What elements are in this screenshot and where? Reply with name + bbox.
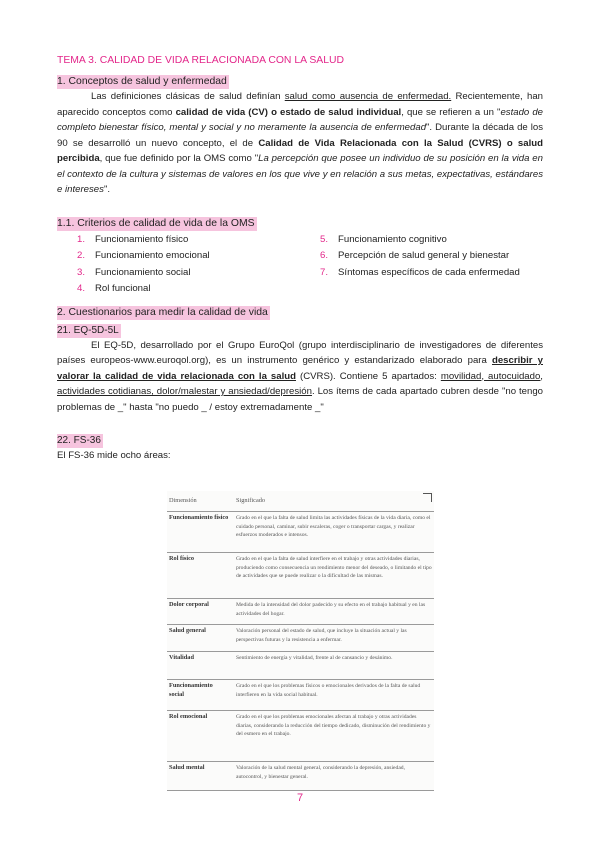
list-item: 4. Rol funcional — [77, 283, 151, 294]
table-row: Vitalidad Sentimiento de energía y vitalidad, frente al de cansancio y desánimo. — [167, 651, 434, 680]
list-item: 1. Funcionamiento físico — [77, 233, 189, 245]
list-item: 7. Síntomas específicos de cada enfermedad — [320, 266, 520, 278]
paragraph-fs36: El FS-36 mide ocho áreas: — [57, 450, 171, 461]
table-row: Rol emocional Grado en el que los problemas emocionales afectan al trabajo y otras actividades diarias, considerando la reducción del tiempo dedicado, disminución del rendimiento y del esmero en el trabajo. — [167, 710, 434, 762]
section-heading-1-1: 1.1. Criterios de calidad de vida de la OMS — [57, 217, 255, 229]
paragraph-eq5d: El EQ-5D, desarrollado por el Grupo EuroQol (grupo interdisciplinario de investigadores de diferentes países europeos-www.euroqol.org), es un instrumento genérico y estandarizado elaborado para describir y valorar la calidad de vida relacionada con la salud (CVRS). Contiene 5 apartados: movilidad, autocuidado, actividades cotidianas, dolor/malestar y ansiedad/depresión. Los ítems de cada apartado cubren desde "no tengo problemas de _" hasta "no puedo _ / estoy extremadamente _" — [57, 339, 543, 413]
fs36-table — [167, 491, 434, 791]
table-header-dimension: Dimensión — [169, 497, 197, 504]
section-heading-1: 1. Conceptos de salud y enfermedad — [57, 76, 227, 87]
list-item: 2. Funcionamiento emocional — [77, 250, 210, 261]
table-row: Salud mental Valoración de la salud mental general, considerando la depresión, ansiedad, autocontrol, y bienestar general. — [167, 761, 434, 791]
page-title: TEMA 3. CALIDAD DE VIDA RELACIONADA CON LA SALUD — [57, 55, 344, 66]
subsection-heading-fs36: 22. FS-36 — [57, 435, 101, 446]
paragraph-health-concepts: Las definiciones clásicas de salud definían salud como ausencia de enfermedad. Recientemente, han aparecido conceptos como calidad de vida (CV) o estado de salud individual, que se refieren a un "estado de completo bienestar físico, mental y social y no meramente la ausencia de enfermedad". Durante la década de los 90 se desarrolló un nuevo concepto, el de Calidad de Vida Relacionada con la Salud (CVRS) o salud percibida, que fue definido por la OMS como "La percepción que posee un individuo de su posición en la vida en el contexto de la cultura y sistemas de valores en los que vive y en relación a sus metas, expectativas, estándares e intereses". — [57, 91, 543, 195]
table-row: Funcionamiento físico Grado en el que la falta de salud limita las actividades físicas de la vida diaria, como el cuidado personal, caminar, subir escaleras, coger o transportar cargas, y realizar esfuerzos moderados e intensos. — [167, 511, 434, 553]
list-item: 6. Percepción de salud general y bienestar — [320, 250, 510, 261]
table-row: Funcionamiento social Grado en el que los problemas físicos o emocionales derivados de la falta de salud interfieren en la vida social habitual. — [167, 679, 434, 711]
list-item: 5. Funcionamiento cognitivo — [320, 233, 447, 245]
criteria-right-column — [300, 232, 543, 298]
criteria-left-column — [57, 232, 300, 298]
table-header-meaning: Significado — [236, 497, 266, 504]
page-content — [57, 54, 543, 464]
list-item: 3. Funcionamiento social — [77, 266, 191, 278]
table-header-row — [167, 491, 434, 512]
table-row: Salud general Valoración personal del estado de salud, que incluye la situación actual y las perspectivas futuras y la resistencia a enfermar. — [167, 624, 434, 652]
page-number: 7 — [296, 792, 304, 804]
subsection-heading-eq5d: 21. EQ-5D-5L — [57, 324, 119, 336]
criteria-list — [57, 232, 543, 298]
table-row: Rol físico Grado en el que la falta de salud interfiere en el trabajo y otras actividades diarias, produciendo como consecuencia un rendimiento menor del deseado, o limitando el tipo de actividades que se puede realizar o la dificultad de las mismas. — [167, 552, 434, 599]
section-heading-2: 2. Cuestionarios para medir la calidad de vida — [57, 306, 268, 318]
table-row: Dolor corporal Medida de la intensidad del dolor padecido y su efecto en el trabajo habitual y en las actividades del hogar. — [167, 598, 434, 625]
corner-mark-icon — [423, 493, 432, 502]
